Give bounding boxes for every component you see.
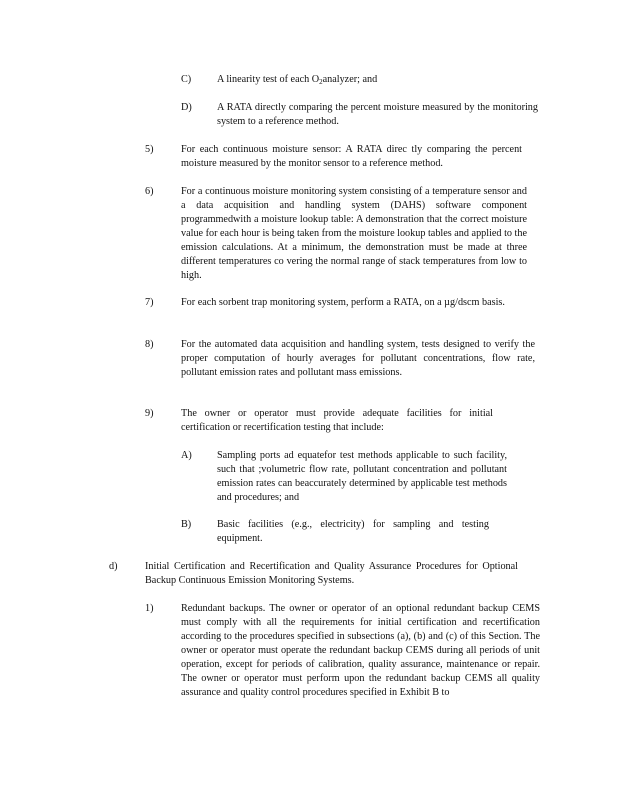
item-c-text-post: analyzer; and [322, 74, 378, 85]
item-c-text [217, 73, 537, 89]
item-9b-text: Basic facilities (e.g., electricity) for sampling and testing equipment. [217, 519, 489, 544]
item-9-text: The owner or operator must provide adequate facilities for initial certification or recertification testing that include: [181, 408, 493, 433]
item-8-label: 8) [145, 339, 154, 350]
item-6-label: 6) [145, 186, 154, 197]
section-d-label: d) [109, 561, 118, 572]
item-9a-text: Sampling ports ad equatefor test methods applicable to such facility, such that ;volumetric flow rate, pollutant concentration and pollutant emission rates can beaccurately determined by applicable test methods and procedures; and [217, 450, 507, 503]
item-7-text: For each sorbent trap monitoring system, perform a RATA, on a µg/dscm basis. [181, 297, 505, 308]
item-9-label: 9) [145, 408, 154, 419]
item-1-text: Redundant backups. The owner or operator of an optional redundant backup CEMS must comply with all the requirements for initial certification and recertification according to the procedures specified in subsections (a), (b) and (c) of this Section. The owner or operator must operate the redundant backup CEMS during all periods of unit operation, except for periods of calibration, quality assurance, maintenance or repair. The owner or operator must perform upon the redundant backup CEMS all quality assurance and quality control procedures specified in Exhibit B to [181, 603, 540, 698]
item-c-text-pre: A linearity test of each O [217, 74, 320, 85]
item-5-text: For each continuous moisture sensor: A RATA direc tly comparing the percent moisture measured by the monitor sensor to a reference method. [181, 144, 522, 169]
item-7-label: 7) [145, 297, 154, 308]
section-d-text: Initial Certification and Recertification and Quality Assurance Procedures for Optional Backup Continuous Emission Monitoring Systems. [145, 561, 518, 586]
item-5-label: 5) [145, 144, 154, 155]
item-9a-label: A) [181, 450, 192, 461]
item-c-subscript: 2 [319, 78, 323, 86]
item-d-label: D) [181, 102, 192, 113]
item-c-label: C) [181, 74, 192, 85]
item-d-text: A RATA directly comparing the percent moisture measured by the monitoring system to a reference method. [217, 102, 538, 127]
item-6-text: For a continuous moisture monitoring system consisting of a temperature sensor and a data acquisition and handling system (DAHS) software component programmedwith a moisture lookup table: A demonstration that the correct moisture value for each hour is being taken from the moisture lookup tables and applied to the emission calculations. At a minimum, the demonstration must be made at three different temperatures co vering the normal range of stack temperatures from low to high. [181, 186, 527, 281]
item-8-text: For the automated data acquisition and handling system, tests designed to verify the proper computation of hourly averages for pollutant concentrations, flow rate, pollutant emission rates and pollutant mass emissions. [181, 339, 535, 378]
item-1-label: 1) [145, 603, 154, 614]
item-9b-label: B) [181, 519, 192, 530]
